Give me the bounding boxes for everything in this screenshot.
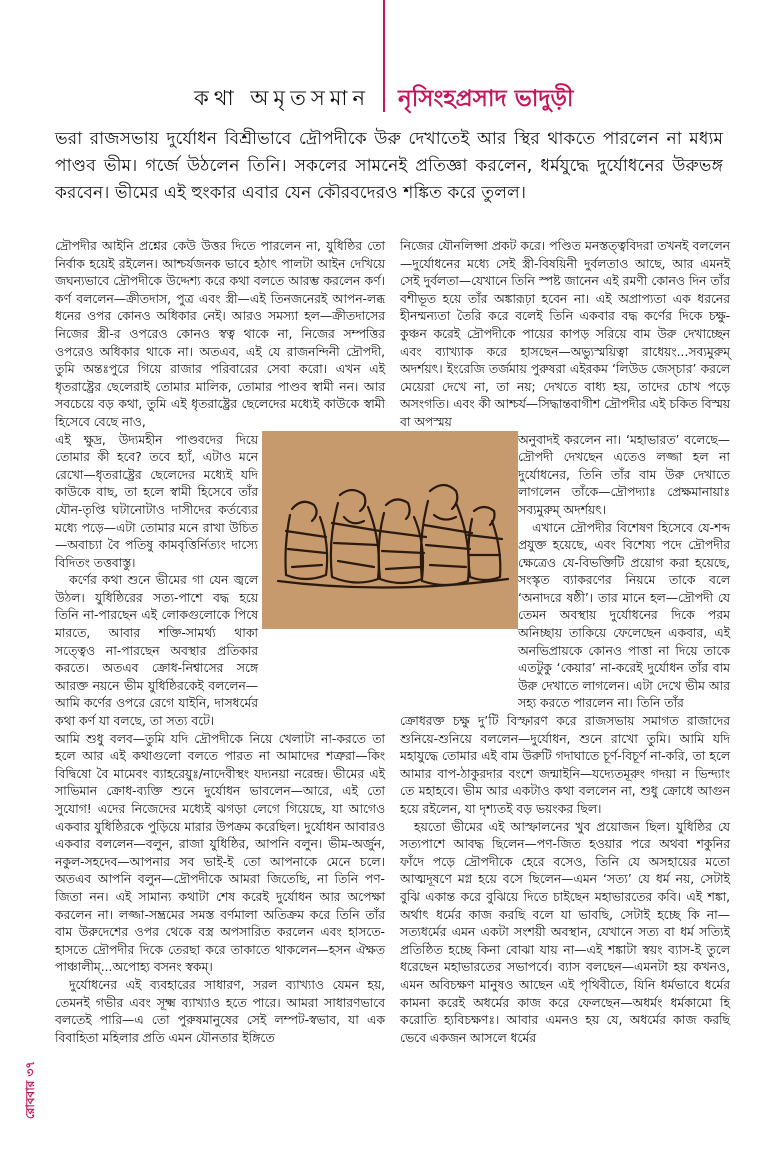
seated-figures-sketch <box>262 431 518 629</box>
right-paragraph-1: নিজের যৌনলিপ্সা প্রকট করে। পণ্ডিত মনস্তত্ত্ববিদরা তখনই বললেন—দুর্যোধনের মধ্যে সেই স্ত্রী-বিষয়িনী দুর্বলতাও আছে, আর এমনই সেই দুর্বলতা—যেখানে তিনি স্পষ্ট জানেন এই রমণী কোনও দিন তাঁর বশীভূত হয়ে তাঁর অঙ্কারূঢ়া হবেন না। এই অপ্রাপ্যতা এক ধরনের হীনম্মন্যতা তৈরি করে বলেই তিনি একবার বদ্ধ কর্ণের দিকে চক্ষু-কুঞ্চন করেই দ্রৌপদীকে পায়ের কাপড় সরিয়ে বাম উরু দেখাচ্ছেন এবং ব্যাখ্যাক করে হাসছেন—অভ্যুস্ময়িত্বা রাধেয়ং...সব্যমুরুম্ অদর্শয়ৎ। ইংরেজি তর্জমায় পুরুষরা এইরকম ‘লিউড জেস্‌চার’ করলে মেয়েরা দেখে না, তা নয়; দেখতে বাধ্য হয়, তাদের চোখ পড়ে অসংগতি। এবং কী আশ্চর্য—সিদ্ধান্তবাগীশ দ্রৌপদীর এই চকিত বিস্ময় বা অপস্ময় <box>400 239 730 429</box>
left-paragraph-3: দুর্যোধনের এই ব্যবহারের সাধারণ, সরল ব্যাখ্যাও যেমন হয়, তেমনই গভীর এবং সূক্ষ্ম ব্যাখ্যাও হতে পারে। আমরা সাধারণভাবে বলতেই পারি—এ তো পুরুষমানুষের সেই লম্পট-স্বভাব, যা এক বিবাহিতা মহিলার প্রতি এমন যৌনতার ইঙ্গিতে <box>55 977 385 1045</box>
right-column <box>400 238 730 1047</box>
right-paragraph-1-wrap: অনুবাদই করলেন না। ‘মহাভারত’ বলেছে—দ্রৌপদী দেখছেন এতেও লজ্জা হল না দুর্যোধনের, তিনি তাঁর বাম উরু দেখাতে লাগলেন তাঁকে—দ্রৌপদ্যাঃ প্রেক্ষমানায়াঃ সব্যমুরুম্ অদর্শয়ৎ। <box>518 432 730 517</box>
left-column <box>55 238 385 1047</box>
folio-text: রোববার ৩৭ <box>23 1060 37 1120</box>
page-folio <box>24 1030 40 1150</box>
left-paragraph-2-wrap: কর্ণের কথা শুনে ভীমের গা যেন জ্বলে উঠল। যুধিষ্ঠিরের সত্য-পাশে বদ্ধ হয়ে তিনি না-পারছেন এই লোকগুলোকে পিষে মারতে, আবার শক্তি-সামর্থ্য থাকা সত্ত্বেও না-পারছেন অবস্থার প্রতিকার করতে। অতএব ক্রোধ-নিশ্বাসের সঙ্গে আরক্ত নয়নে ভীম যুধিষ্ঠিরকেই বললেন—আমি কর্ণের ওপরে রেগে যাইনি, দাসধর্মের কথা কর্ণ যা বলছে, তা সত্য বটে। <box>55 573 258 729</box>
lead-paragraph: ভরা রাজসভায় দুর্যোধন বিশ্রীভাবে দ্রৌপদীকে উরু দেখাতেই আর স্থির থাকতে পারলেন না মধ্যম পাণ্ডব ভীম। গর্জে উঠলেন তিনি। সকলের সামনেই প্রতিজ্ঞা করলেন, ধর্মযুদ্ধে দুর্যোধনের উরুভঙ্গ করবেন। ভীমের এই হুংকার এবার যেন কৌরবদেরও শঙ্কিত করে তুলল। <box>55 129 723 203</box>
right-paragraph-2: ক্রোধরক্ত চক্ষু দু’টি বিস্ফারণ করে রাজসভায় সমাগত রাজাদের শুনিয়ে-শুনিয়ে বললেন—দুর্যোধন, শুনে রাখো তুমি। আমি যদি মহাযুদ্ধে তোমার এই বাম উরুটি গদাঘাতে চূর্ণ-বিচূর্ণ না-করি, তা হলে আমার বাপ-ঠাকুরদার বংশে জন্মাইনি—যদ্যেতমূরুং গদয়া ন ভিন্দ্যাং তে মহাহবে। ভীম আর একটাও কথা বললেন না, শুধু ক্রোধে আগুন হয়ে রইলেন, যা দৃশ্যতই বড় ভয়ংকর ছিল। <box>400 714 730 816</box>
author-name: নৃসিংহপ্রসাদ ভাদুড়ী <box>398 86 574 112</box>
left-paragraph-2: আমি শুধু বলব—তুমি যদি দ্রৌপদীকে নিয়ে খেলাটা না-করতে তা হলে আর এই কথাগুলো বলতে পারত না আমাদের শত্রুরা—কিং বিদ্বিষো বৈ মামেবং ব্যাহরেয়ুঃ/নাদেবীস্থং যদ্যনয়া নরেন্দ্র। ভীমের এই সাভিমান ক্রোধ-ব্যক্তি শুনে দুর্যোধন ভাবলেন—আরে, এই তো সুযোগ! এদের নিজেদের মধ্যেই ঝগড়া লেগে গিয়েছে, যা আগেও একবার যুধিষ্ঠিরকে পুড়িয়ে মারার উপক্রম করেছিল। দুর্যোধন আবারও একবার বললেন—বলুন, রাজা যুধিষ্ঠির, আপনি বলুন। ভীম-অর্জুন, নকুল-সহদেব—আপনার সব ভাই-ই তো আপনাকে মেনে চলে। অতএব আপনি বলুন—দ্রৌপদীকে আমরা জিতেছি, না তিনি পণ-জিতা নন। এই সামান্য কথাটা শেষ করেই দুর্যোধন আর অপেক্ষা করলেন না। লজ্জা-সম্ভ্রমের সমস্ত বর্ণমালা অতিক্রম করে তিনি তাঁর বাম উরুদেশের ওপর থেকে বস্ত্র অপসারিত করলেন এবং হাসতে-হাসতে দ্রৌপদীর দিকে তেরছা করে তাকাতে থাকলেন—হসন ঐক্ষত পাঞ্চালীম্‌...অপোহ্য বসনং স্বকম্‌। <box>55 731 385 975</box>
left-paragraph-1-wrap: এই ক্ষুদ্র, উদ্যমহীন পাণ্ডবদের দিয়ে তোমার কী হবে? তবে হ্যাঁ, এটাও মনে রেখো—ধৃতরাষ্ট্রের ছেলেদের মধ্যেই যদি কাউকে বাছ, তা হলে স্বামী হিসেবে তাঁর যৌন-তৃপ্তি ঘটানোটাও দাসীদের কর্তব্যের মধ্যে পড়ে—এটা তোমার মনে রাখা উচিত—অবাচ্যা বৈ পতিষু কামবৃত্তির্নিত্যং দাস্যে বিদিতং তত্তবাস্তু। <box>55 432 258 570</box>
article-header <box>0 80 770 112</box>
right-paragraph-2-wrap: এখানে দ্রৌপদীর বিশেষণ হিসেবে যে-শব্দ প্রযুক্ত হয়েছে, এবং বিশেষ্য পদে দ্রৌপদীর ক্ষেত্রেও যে-বিভক্তিটি প্রয়োগ করা হয়েছে, সংস্কৃত ব্যাকরণের নিয়মে তাকে বলে ‘অনাদরে ষষ্ঠী’। তার মানে হল—দ্রৌপদী যে তেমন অবস্থায় দুর্যোধনের দিকে পরম অনিচ্ছায় তাকিয়ে ফেলেছেন একবার, এই অনভিপ্রায়কে কোনও পাত্তা না দিয়ে তাকে এতটুকু ‘কেয়ার’ না-করেই দুর্যোধন তাঁর বাম উরু দেখাতে লাগলেন। এটা দেখে ভীম আর সহ্য করতে পারলেন না। তিনি তাঁর <box>518 520 730 711</box>
left-paragraph-1: দ্রৌপদীর আইনি প্রশ্নের কেউ উত্তর দিতে পারলেন না, যুধিষ্ঠির তো নির্বাক হয়েই রইলেন। আশ্চর্যজনক ভাবে হঠাৎ পালটা আইন দেখিয়ে জঘন্যভাবে দ্রৌপদীকে উদ্দেশ্য করে কথা বলতে আরম্ভ করলেন কর্ণ। কর্ণ বললেন—ক্রীতদাস, পুত্র এবং স্ত্রী—এই তিনজনেরই আপন-লব্ধ ধনের ওপর কোনও অধিকার নেই। আরও সমস্যা হল—ক্রীতদাসের নিজের স্ত্রী-র ওপরেও কোনও স্বত্ব থাকে না, নিজের সম্পত্তির ওপরেও অধিকার থাকে না। অতএব, এই যে রাজনন্দিনী দ্রৌপদী, তুমি অন্তঃপুরে গিয়ে রাজার পরিবারের সেবা করো। এখন এই ধৃতরাষ্ট্রের ছেলেরাই তোমার মালিক, তোমার পাণ্ডব স্বামী নন। আর সবচেয়ে বড় কথা, তুমি এই ধৃতরাষ্ট্রের ছেলেদের মধ্যেই কাউকে স্বামী হিসেবে বেছে নাও, <box>55 239 385 429</box>
series-title: কথা অমৃতসমান <box>194 86 370 110</box>
illustration <box>262 431 518 629</box>
right-paragraph-3: হয়তো ভীমের এই আস্ফালনের খুব প্রয়োজন ছিল। যুধিষ্ঠির যে সত্যপাশে আবদ্ধ ছিলেন—পণ-জিত হওয়ার পরে অথবা শকুনির ফাঁদে পড়ে দ্রৌপদীকে হেরে বসেও, তিনি যে অসহায়ের মতো আত্মদূষণে মগ্ন হয়ে বসে ছিলেন—এমন ‘সত্য’ যে ধর্ম নয়, সেটাই বুঝি একান্ত করে বুঝিয়ে দিতে চাইছেন মহাভারতের কবি। এই শঙ্কা, অর্থাৎ ধর্মের কাজ করছি বলে যা ভাবছি, সেটাই হচ্ছে কি না—সত্যধর্মের এমন একটা সংশয়ী অবস্থান, যেখানে সত্য বা ধর্ম সত্যিই প্রতিষ্ঠিত হচ্ছে কিনা বোঝা যায় না—এই শঙ্কাটা স্বয়ং ব্যাস-ই তুলে ধরেছেন মহাভারতের সভাপর্বে। ব্যাস বলছেন—এমনটা হয় কখনও, এমন অবিচক্ষণ মানুষও আছেন এই পৃথিবীতে, যিনি ধর্মভাবে ধর্মের কামনা করেই অধর্মের কাজ করে ফেলছেন—অধর্মং ধর্মকামো হি করোতি হ্যবিচক্ষণঃ। আবার এমনও হয় যে, অধর্মের কাজ করছি ভেবে একজন আসলে ধর্মের <box>400 819 730 1045</box>
